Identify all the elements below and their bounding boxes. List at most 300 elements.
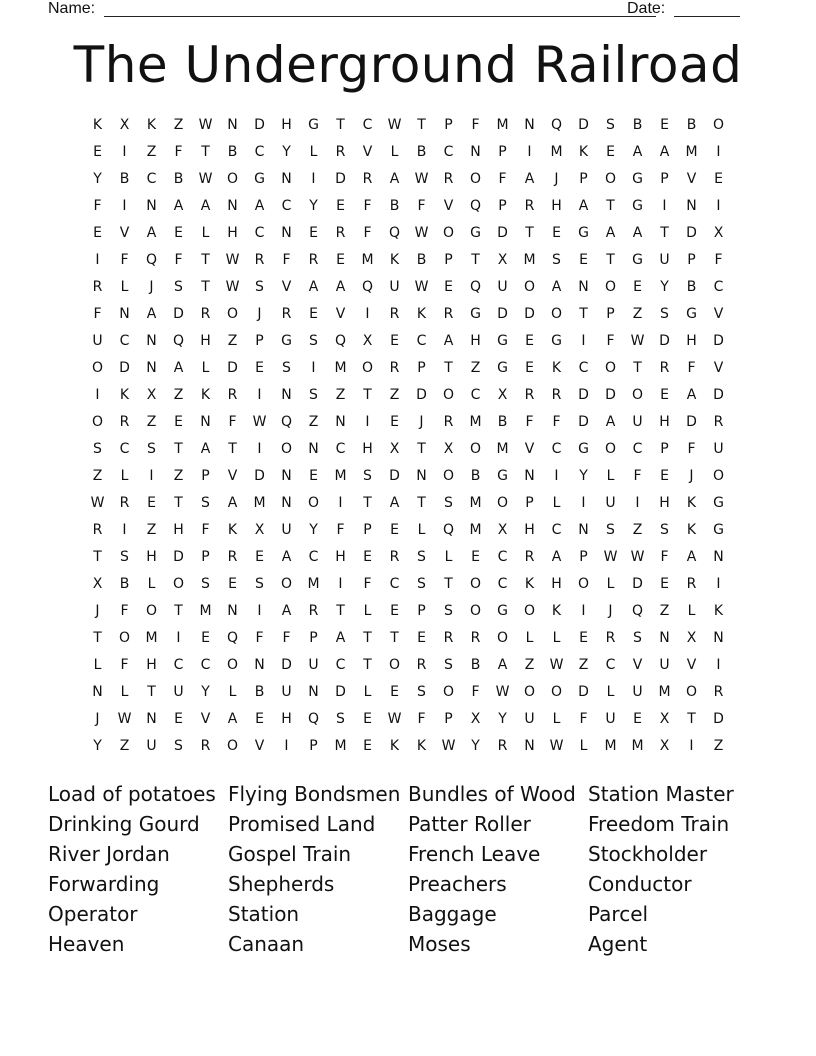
grid-letter[interactable]: R bbox=[119, 495, 130, 511]
grid-letter[interactable]: A bbox=[335, 279, 346, 295]
grid-letter[interactable]: X bbox=[362, 333, 373, 349]
grid-letter[interactable]: T bbox=[633, 360, 642, 376]
grid-letter[interactable]: U bbox=[632, 684, 643, 700]
grid-letter[interactable]: L bbox=[363, 684, 372, 700]
grid-letter[interactable]: U bbox=[389, 279, 400, 295]
grid-letter[interactable]: D bbox=[659, 333, 670, 349]
grid-letter[interactable]: K bbox=[227, 522, 238, 538]
grid-letter[interactable]: I bbox=[257, 387, 262, 403]
grid-letter[interactable]: E bbox=[174, 225, 183, 241]
grid-letter[interactable]: V bbox=[254, 738, 265, 754]
grid-letter[interactable]: X bbox=[497, 522, 508, 538]
grid-letter[interactable]: Q bbox=[469, 279, 482, 295]
grid-letter[interactable]: C bbox=[497, 549, 508, 565]
grid-letter[interactable]: F bbox=[687, 360, 696, 376]
grid-letter[interactable]: L bbox=[390, 144, 399, 160]
grid-letter[interactable]: X bbox=[713, 225, 724, 241]
grid-letter[interactable]: O bbox=[442, 684, 455, 700]
grid-letter[interactable]: L bbox=[525, 630, 534, 646]
grid-letter[interactable]: X bbox=[119, 117, 130, 133]
grid-letter[interactable]: I bbox=[527, 144, 532, 160]
grid-letter[interactable]: G bbox=[713, 495, 724, 511]
grid-letter[interactable]: T bbox=[606, 252, 615, 268]
grid-letter[interactable]: R bbox=[686, 576, 697, 592]
grid-letter[interactable]: W bbox=[495, 684, 510, 700]
grid-letter[interactable]: O bbox=[469, 603, 482, 619]
grid-letter[interactable]: M bbox=[307, 576, 320, 592]
grid-letter[interactable]: E bbox=[714, 171, 723, 187]
grid-letter[interactable]: T bbox=[336, 603, 345, 619]
grid-letter[interactable]: S bbox=[309, 387, 318, 403]
grid-letter[interactable]: H bbox=[659, 414, 670, 430]
grid-letter[interactable]: C bbox=[416, 333, 427, 349]
name-line[interactable] bbox=[104, 16, 656, 17]
grid-letter[interactable]: Z bbox=[470, 360, 481, 376]
grid-letter[interactable]: Z bbox=[227, 333, 238, 349]
grid-letter[interactable]: A bbox=[308, 279, 319, 295]
grid-letter[interactable]: O bbox=[604, 171, 617, 187]
grid-letter[interactable]: N bbox=[281, 387, 292, 403]
grid-letter[interactable]: F bbox=[579, 711, 588, 727]
grid-letter[interactable]: B bbox=[632, 117, 643, 133]
grid-letter[interactable]: A bbox=[389, 171, 400, 187]
grid-letter[interactable]: E bbox=[390, 603, 399, 619]
grid-letter[interactable]: S bbox=[255, 279, 264, 295]
grid-letter[interactable]: S bbox=[147, 441, 156, 457]
grid-letter[interactable]: Z bbox=[632, 522, 643, 538]
grid-letter[interactable]: O bbox=[226, 306, 239, 322]
grid-letter[interactable]: E bbox=[336, 252, 345, 268]
grid-letter[interactable]: R bbox=[119, 414, 130, 430]
grid-letter[interactable]: O bbox=[442, 225, 455, 241]
grid-letter[interactable]: B bbox=[470, 657, 481, 673]
grid-letter[interactable]: E bbox=[525, 333, 534, 349]
grid-letter[interactable]: T bbox=[606, 198, 615, 214]
grid-letter[interactable]: O bbox=[442, 387, 455, 403]
grid-letter[interactable]: W bbox=[252, 414, 267, 430]
grid-letter[interactable]: C bbox=[173, 657, 184, 673]
grid-letter[interactable]: F bbox=[120, 657, 129, 673]
grid-letter[interactable]: O bbox=[469, 576, 482, 592]
grid-letter[interactable]: N bbox=[254, 657, 265, 673]
grid-letter[interactable]: O bbox=[91, 360, 104, 376]
grid-letter[interactable]: M bbox=[334, 468, 347, 484]
grid-letter[interactable]: E bbox=[633, 711, 642, 727]
grid-letter[interactable]: F bbox=[228, 414, 237, 430]
grid-letter[interactable]: X bbox=[470, 711, 481, 727]
grid-letter[interactable]: T bbox=[417, 441, 426, 457]
grid-letter[interactable]: O bbox=[577, 576, 590, 592]
grid-letter[interactable]: Q bbox=[442, 522, 455, 538]
grid-letter[interactable]: W bbox=[225, 279, 240, 295]
grid-letter[interactable]: S bbox=[174, 279, 183, 295]
grid-letter[interactable]: W bbox=[225, 252, 240, 268]
grid-letter[interactable]: D bbox=[389, 468, 400, 484]
grid-letter[interactable]: V bbox=[362, 144, 373, 160]
grid-letter[interactable]: N bbox=[686, 198, 697, 214]
grid-letter[interactable]: G bbox=[497, 360, 508, 376]
grid-letter[interactable]: F bbox=[606, 333, 615, 349]
grid-letter[interactable]: S bbox=[552, 252, 561, 268]
grid-letter[interactable]: Q bbox=[361, 279, 374, 295]
grid-letter[interactable]: A bbox=[173, 360, 184, 376]
grid-letter[interactable]: O bbox=[604, 360, 617, 376]
grid-letter[interactable]: I bbox=[689, 738, 694, 754]
grid-letter[interactable]: T bbox=[363, 387, 372, 403]
grid-letter[interactable]: Z bbox=[389, 387, 400, 403]
grid-letter[interactable]: L bbox=[120, 468, 129, 484]
grid-letter[interactable]: E bbox=[255, 360, 264, 376]
grid-letter[interactable]: I bbox=[716, 657, 721, 673]
grid-letter[interactable]: A bbox=[173, 198, 184, 214]
grid-letter[interactable]: W bbox=[414, 225, 429, 241]
grid-letter[interactable]: N bbox=[146, 711, 157, 727]
grid-letter[interactable]: M bbox=[334, 360, 347, 376]
grid-letter[interactable]: E bbox=[255, 549, 264, 565]
grid-letter[interactable]: K bbox=[92, 117, 103, 133]
grid-letter[interactable]: N bbox=[281, 495, 292, 511]
grid-letter[interactable]: D bbox=[173, 306, 184, 322]
grid-letter[interactable]: M bbox=[658, 684, 671, 700]
grid-letter[interactable]: J bbox=[689, 468, 694, 484]
grid-letter[interactable]: F bbox=[336, 522, 345, 538]
grid-letter[interactable]: E bbox=[309, 225, 318, 241]
grid-letter[interactable]: F bbox=[282, 630, 291, 646]
grid-letter[interactable]: F bbox=[255, 630, 264, 646]
grid-letter[interactable]: N bbox=[578, 522, 589, 538]
grid-letter[interactable]: A bbox=[227, 495, 238, 511]
grid-letter[interactable]: F bbox=[120, 252, 129, 268]
grid-letter[interactable]: K bbox=[686, 495, 697, 511]
grid-letter[interactable]: T bbox=[201, 252, 210, 268]
grid-letter[interactable]: J bbox=[419, 414, 424, 430]
grid-letter[interactable]: A bbox=[200, 198, 211, 214]
grid-letter[interactable]: U bbox=[92, 333, 103, 349]
grid-letter[interactable]: R bbox=[443, 414, 454, 430]
grid-letter[interactable]: D bbox=[119, 360, 130, 376]
grid-letter[interactable]: D bbox=[254, 468, 265, 484]
grid-letter[interactable]: C bbox=[119, 333, 130, 349]
grid-letter[interactable]: R bbox=[605, 630, 616, 646]
grid-letter[interactable]: K bbox=[551, 360, 562, 376]
grid-letter[interactable]: Z bbox=[92, 468, 103, 484]
grid-letter[interactable]: V bbox=[524, 441, 535, 457]
grid-letter[interactable]: F bbox=[471, 117, 480, 133]
grid-letter[interactable]: R bbox=[389, 360, 400, 376]
grid-letter[interactable]: N bbox=[281, 225, 292, 241]
grid-letter[interactable]: P bbox=[255, 333, 264, 349]
grid-letter[interactable]: A bbox=[578, 198, 589, 214]
grid-letter[interactable]: D bbox=[227, 360, 238, 376]
grid-letter[interactable]: F bbox=[201, 522, 210, 538]
grid-letter[interactable]: R bbox=[551, 387, 562, 403]
grid-letter[interactable]: A bbox=[146, 225, 157, 241]
grid-letter[interactable]: K bbox=[686, 522, 697, 538]
grid-letter[interactable]: R bbox=[254, 252, 265, 268]
grid-letter[interactable]: E bbox=[255, 711, 264, 727]
grid-letter[interactable]: C bbox=[578, 360, 589, 376]
grid-letter[interactable]: I bbox=[95, 387, 100, 403]
grid-letter[interactable]: L bbox=[606, 576, 615, 592]
grid-letter[interactable]: W bbox=[630, 333, 645, 349]
grid-letter[interactable]: S bbox=[606, 522, 615, 538]
grid-letter[interactable]: A bbox=[605, 225, 616, 241]
grid-letter[interactable]: H bbox=[470, 333, 481, 349]
grid-letter[interactable]: T bbox=[525, 225, 534, 241]
grid-letter[interactable]: P bbox=[444, 711, 453, 727]
grid-letter[interactable]: E bbox=[309, 468, 318, 484]
grid-letter[interactable]: E bbox=[606, 144, 615, 160]
grid-letter[interactable]: L bbox=[201, 225, 210, 241]
grid-letter[interactable]: T bbox=[363, 630, 372, 646]
grid-letter[interactable]: S bbox=[444, 603, 453, 619]
grid-letter[interactable]: T bbox=[417, 495, 426, 511]
grid-letter[interactable]: X bbox=[443, 441, 454, 457]
grid-letter[interactable]: M bbox=[145, 630, 158, 646]
grid-letter[interactable]: M bbox=[334, 738, 347, 754]
grid-letter[interactable]: R bbox=[308, 603, 319, 619]
grid-letter[interactable]: O bbox=[226, 657, 239, 673]
grid-letter[interactable]: P bbox=[606, 306, 615, 322]
grid-letter[interactable]: A bbox=[281, 549, 292, 565]
grid-letter[interactable]: L bbox=[120, 684, 129, 700]
grid-letter[interactable]: K bbox=[416, 306, 427, 322]
grid-letter[interactable]: I bbox=[257, 441, 262, 457]
grid-letter[interactable]: H bbox=[173, 522, 184, 538]
grid-letter[interactable]: E bbox=[417, 630, 426, 646]
grid-letter[interactable]: S bbox=[660, 522, 669, 538]
grid-letter[interactable]: Q bbox=[307, 711, 320, 727]
grid-letter[interactable]: D bbox=[335, 684, 346, 700]
grid-letter[interactable]: T bbox=[444, 360, 453, 376]
grid-letter[interactable]: C bbox=[119, 441, 130, 457]
grid-letter[interactable]: D bbox=[173, 549, 184, 565]
grid-letter[interactable]: S bbox=[417, 576, 426, 592]
grid-letter[interactable]: U bbox=[173, 684, 184, 700]
grid-letter[interactable]: R bbox=[524, 198, 535, 214]
grid-letter[interactable]: S bbox=[444, 657, 453, 673]
grid-letter[interactable]: I bbox=[122, 198, 127, 214]
grid-letter[interactable]: H bbox=[227, 225, 238, 241]
grid-letter[interactable]: E bbox=[444, 279, 453, 295]
grid-letter[interactable]: H bbox=[200, 333, 211, 349]
grid-letter[interactable]: T bbox=[228, 441, 237, 457]
grid-letter[interactable]: I bbox=[176, 630, 181, 646]
grid-letter[interactable]: O bbox=[685, 684, 698, 700]
grid-letter[interactable]: E bbox=[363, 738, 372, 754]
grid-letter[interactable]: Z bbox=[173, 387, 184, 403]
grid-letter[interactable]: U bbox=[281, 684, 292, 700]
grid-letter[interactable]: S bbox=[660, 306, 669, 322]
grid-letter[interactable]: E bbox=[174, 414, 183, 430]
grid-letter[interactable]: F bbox=[471, 684, 480, 700]
grid-letter[interactable]: I bbox=[554, 468, 559, 484]
grid-letter[interactable]: O bbox=[604, 441, 617, 457]
grid-letter[interactable]: Z bbox=[713, 738, 724, 754]
grid-letter[interactable]: K bbox=[524, 576, 535, 592]
grid-letter[interactable]: O bbox=[307, 495, 320, 511]
grid-letter[interactable]: G bbox=[686, 306, 697, 322]
grid-letter[interactable]: A bbox=[335, 630, 346, 646]
grid-letter[interactable]: E bbox=[390, 333, 399, 349]
grid-letter[interactable]: N bbox=[281, 468, 292, 484]
grid-letter[interactable]: O bbox=[712, 468, 725, 484]
grid-letter[interactable]: E bbox=[336, 198, 345, 214]
grid-letter[interactable]: G bbox=[632, 198, 643, 214]
grid-letter[interactable]: Y bbox=[93, 738, 102, 754]
grid-letter[interactable]: F bbox=[633, 468, 642, 484]
grid-letter[interactable]: E bbox=[552, 225, 561, 241]
grid-letter[interactable]: E bbox=[390, 684, 399, 700]
grid-letter[interactable]: O bbox=[469, 441, 482, 457]
grid-letter[interactable]: Z bbox=[146, 144, 157, 160]
grid-letter[interactable]: D bbox=[254, 117, 265, 133]
grid-letter[interactable]: O bbox=[712, 117, 725, 133]
grid-letter[interactable]: W bbox=[198, 171, 213, 187]
grid-letter[interactable]: O bbox=[469, 171, 482, 187]
grid-letter[interactable]: I bbox=[581, 495, 586, 511]
grid-letter[interactable]: B bbox=[470, 468, 481, 484]
grid-letter[interactable]: O bbox=[523, 603, 536, 619]
grid-letter[interactable]: T bbox=[471, 252, 480, 268]
grid-letter[interactable]: F bbox=[687, 441, 696, 457]
grid-letter[interactable]: I bbox=[716, 144, 721, 160]
grid-letter[interactable]: G bbox=[551, 333, 562, 349]
grid-letter[interactable]: H bbox=[146, 657, 157, 673]
grid-letter[interactable]: E bbox=[363, 549, 372, 565]
grid-letter[interactable]: N bbox=[416, 468, 427, 484]
grid-letter[interactable]: Y bbox=[282, 144, 291, 160]
grid-letter[interactable]: H bbox=[335, 549, 346, 565]
grid-letter[interactable]: F bbox=[660, 549, 669, 565]
grid-letter[interactable]: N bbox=[524, 468, 535, 484]
grid-letter[interactable]: R bbox=[470, 630, 481, 646]
grid-letter[interactable]: A bbox=[659, 144, 670, 160]
grid-letter[interactable]: U bbox=[605, 495, 616, 511]
grid-letter[interactable]: O bbox=[172, 576, 185, 592]
grid-letter[interactable]: I bbox=[122, 522, 127, 538]
grid-letter[interactable]: R bbox=[227, 549, 238, 565]
grid-letter[interactable]: X bbox=[92, 576, 103, 592]
grid-letter[interactable]: X bbox=[497, 387, 508, 403]
grid-letter[interactable]: Z bbox=[524, 657, 535, 673]
grid-letter[interactable]: A bbox=[605, 414, 616, 430]
grid-letter[interactable]: X bbox=[389, 441, 400, 457]
grid-letter[interactable]: V bbox=[713, 306, 724, 322]
grid-letter[interactable]: R bbox=[92, 522, 103, 538]
grid-letter[interactable]: F bbox=[552, 414, 561, 430]
grid-letter[interactable]: M bbox=[469, 522, 482, 538]
grid-letter[interactable]: P bbox=[525, 495, 534, 511]
grid-letter[interactable]: T bbox=[390, 630, 399, 646]
grid-letter[interactable]: J bbox=[95, 603, 100, 619]
grid-letter[interactable]: D bbox=[578, 387, 589, 403]
grid-letter[interactable]: X bbox=[659, 711, 670, 727]
grid-letter[interactable]: L bbox=[228, 684, 237, 700]
grid-letter[interactable]: L bbox=[120, 279, 129, 295]
grid-letter[interactable]: N bbox=[659, 630, 670, 646]
grid-letter[interactable]: E bbox=[471, 549, 480, 565]
grid-letter[interactable]: P bbox=[201, 468, 210, 484]
grid-letter[interactable]: R bbox=[443, 630, 454, 646]
grid-letter[interactable]: R bbox=[659, 360, 670, 376]
grid-letter[interactable]: R bbox=[524, 387, 535, 403]
grid-letter[interactable]: O bbox=[523, 279, 536, 295]
grid-letter[interactable]: R bbox=[443, 171, 454, 187]
grid-letter[interactable]: O bbox=[280, 441, 293, 457]
grid-letter[interactable]: R bbox=[713, 414, 724, 430]
grid-letter[interactable]: I bbox=[365, 306, 370, 322]
grid-letter[interactable]: E bbox=[579, 630, 588, 646]
grid-letter[interactable]: E bbox=[633, 279, 642, 295]
grid-letter[interactable]: U bbox=[497, 279, 508, 295]
grid-letter[interactable]: K bbox=[119, 387, 130, 403]
grid-letter[interactable]: M bbox=[361, 252, 374, 268]
grid-letter[interactable]: D bbox=[686, 225, 697, 241]
grid-letter[interactable]: P bbox=[444, 117, 453, 133]
grid-letter[interactable]: A bbox=[686, 549, 697, 565]
grid-letter[interactable]: E bbox=[147, 495, 156, 511]
grid-letter[interactable]: F bbox=[363, 576, 372, 592]
grid-letter[interactable]: O bbox=[388, 657, 401, 673]
grid-letter[interactable]: I bbox=[365, 414, 370, 430]
grid-letter[interactable]: G bbox=[254, 171, 265, 187]
grid-letter[interactable]: W bbox=[549, 657, 564, 673]
grid-letter[interactable]: F bbox=[174, 252, 183, 268]
grid-letter[interactable]: N bbox=[578, 279, 589, 295]
grid-letter[interactable]: U bbox=[146, 738, 157, 754]
grid-letter[interactable]: K bbox=[389, 252, 400, 268]
grid-letter[interactable]: L bbox=[444, 549, 453, 565]
grid-letter[interactable]: U bbox=[659, 252, 670, 268]
grid-letter[interactable]: E bbox=[93, 225, 102, 241]
grid-letter[interactable]: X bbox=[146, 387, 157, 403]
grid-letter[interactable]: I bbox=[311, 360, 316, 376]
grid-letter[interactable]: Q bbox=[334, 333, 347, 349]
grid-letter[interactable]: D bbox=[578, 117, 589, 133]
grid-letter[interactable]: Z bbox=[119, 738, 130, 754]
grid-letter[interactable]: D bbox=[497, 225, 508, 241]
grid-letter[interactable]: B bbox=[416, 252, 427, 268]
grid-letter[interactable]: R bbox=[335, 225, 346, 241]
grid-letter[interactable]: N bbox=[227, 117, 238, 133]
grid-letter[interactable]: A bbox=[254, 198, 265, 214]
grid-letter[interactable]: P bbox=[498, 198, 507, 214]
grid-letter[interactable]: O bbox=[442, 468, 455, 484]
grid-letter[interactable]: P bbox=[309, 738, 318, 754]
grid-letter[interactable]: N bbox=[146, 333, 157, 349]
grid-letter[interactable]: P bbox=[309, 630, 318, 646]
grid-letter[interactable]: X bbox=[497, 252, 508, 268]
grid-letter[interactable]: T bbox=[93, 549, 102, 565]
grid-letter[interactable]: W bbox=[198, 117, 213, 133]
grid-letter[interactable]: K bbox=[200, 387, 211, 403]
grid-letter[interactable]: O bbox=[361, 360, 374, 376]
grid-letter[interactable]: E bbox=[93, 144, 102, 160]
grid-letter[interactable]: M bbox=[469, 495, 482, 511]
grid-letter[interactable]: W bbox=[441, 738, 456, 754]
grid-letter[interactable]: I bbox=[635, 495, 640, 511]
grid-letter[interactable]: R bbox=[389, 549, 400, 565]
grid-letter[interactable]: N bbox=[308, 441, 319, 457]
grid-letter[interactable]: X bbox=[659, 738, 670, 754]
grid-letter[interactable]: A bbox=[146, 306, 157, 322]
grid-letter[interactable]: T bbox=[93, 630, 102, 646]
grid-letter[interactable]: W bbox=[414, 171, 429, 187]
grid-letter[interactable]: R bbox=[416, 657, 427, 673]
grid-letter[interactable]: A bbox=[524, 171, 535, 187]
grid-letter[interactable]: B bbox=[686, 117, 697, 133]
